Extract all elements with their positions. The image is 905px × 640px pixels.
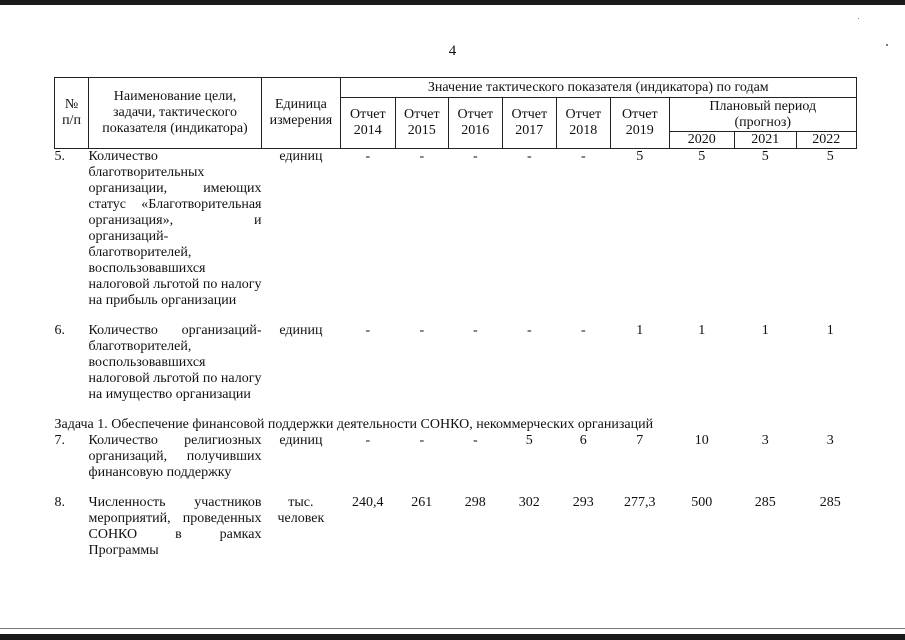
row-value: 5 <box>698 149 706 164</box>
row-value: 240,4 <box>352 495 384 510</box>
header-plan-year: 2022 <box>796 132 856 149</box>
row-value: 5 <box>525 433 533 448</box>
header-num: № п/п <box>55 78 89 149</box>
indicators-table <box>54 77 857 559</box>
row-value: 1 <box>636 323 644 338</box>
row-value: 5 <box>761 149 769 164</box>
row-unit: единиц <box>279 323 323 338</box>
row-value: 5 <box>636 149 644 164</box>
row-value: 298 <box>464 495 486 510</box>
row-num: 5. <box>54 149 65 164</box>
row-value: - <box>526 149 532 164</box>
row-value: - <box>526 323 532 338</box>
scan-bottom-edge <box>0 634 905 640</box>
header-name: Наименование цели, задачи, тактического показателя (индикатора) <box>89 78 262 149</box>
row-value: - <box>580 149 586 164</box>
header-plan-year: 2021 <box>734 132 796 149</box>
row-value: 261 <box>411 495 433 510</box>
scan-bottom-line <box>0 628 905 629</box>
row-unit: тыс. человек <box>277 495 325 526</box>
row-value: - <box>472 323 478 338</box>
row-unit: единиц <box>279 433 323 448</box>
row-value: 5 <box>826 149 834 164</box>
row-name: Количество религиозных организаций, получивших финансовую поддержку <box>88 433 262 480</box>
row-value: 293 <box>572 495 594 510</box>
task-row <box>55 417 857 433</box>
table-header <box>55 78 857 149</box>
row-value: 285 <box>819 495 841 510</box>
row-value: 1 <box>826 323 834 338</box>
row-value: - <box>419 323 425 338</box>
row-name: Численность участников мероприятий, проведенных СОНКО в рамках Программы <box>88 495 262 558</box>
page-number: 4 <box>448 43 457 59</box>
scan-speck <box>858 18 859 19</box>
header-report-year: Отчет 2016 <box>448 98 502 149</box>
scan-top-edge <box>0 0 905 5</box>
header-plan-year: 2020 <box>669 132 734 149</box>
header-report-year: Отчет 2015 <box>395 98 448 149</box>
row-value: - <box>580 323 586 338</box>
header-values-group: Значение тактического показателя (индикатора) по годам <box>340 78 856 98</box>
row-value: - <box>472 433 478 448</box>
table-row <box>55 323 857 417</box>
row-value: - <box>472 149 478 164</box>
row-value: - <box>365 433 371 448</box>
table-body <box>55 149 857 560</box>
table-row <box>55 149 857 324</box>
row-name: Количество благотворительных организации, имеющих статус «Благотворительная организация», и организаций-благотворителей, воспользовавшихся налоговой льготой по налогу на прибыль организации <box>88 149 262 308</box>
header-unit: Единица измерения <box>262 78 341 149</box>
row-unit: единиц <box>279 149 323 164</box>
row-value: 500 <box>691 495 713 510</box>
row-num: 7. <box>54 433 65 448</box>
row-value: 3 <box>761 433 769 448</box>
task-heading: Задача 1. Обеспечение финансовой поддержки деятельности СОНКО, некоммерческих организаций <box>54 417 654 432</box>
row-name: Количество организаций-благотворителей, воспользовавшихся налоговой льготой по налогу на имущество организации <box>88 323 262 402</box>
row-value: 1 <box>761 323 769 338</box>
row-value: - <box>365 323 371 338</box>
row-value: - <box>419 433 425 448</box>
row-value: - <box>419 149 425 164</box>
table-row <box>55 433 857 495</box>
row-value: 277,3 <box>624 495 656 510</box>
header-report-year: Отчет 2014 <box>340 98 395 149</box>
row-value: - <box>365 149 371 164</box>
header-report-year: Отчет 2018 <box>556 98 610 149</box>
row-value: 3 <box>826 433 834 448</box>
row-value: 302 <box>518 495 540 510</box>
row-num: 8. <box>54 495 65 510</box>
header-report-year: Отчет 2019 <box>610 98 669 149</box>
row-value: 6 <box>579 433 587 448</box>
header-plan-group: Плановый период (прогноз) <box>669 98 856 132</box>
row-value: 1 <box>698 323 706 338</box>
table-row <box>55 495 857 559</box>
row-value: 10 <box>694 433 709 448</box>
header-report-year: Отчет 2017 <box>502 98 556 149</box>
row-value: 7 <box>636 433 644 448</box>
row-num: 6. <box>54 323 65 338</box>
row-value: 285 <box>754 495 776 510</box>
